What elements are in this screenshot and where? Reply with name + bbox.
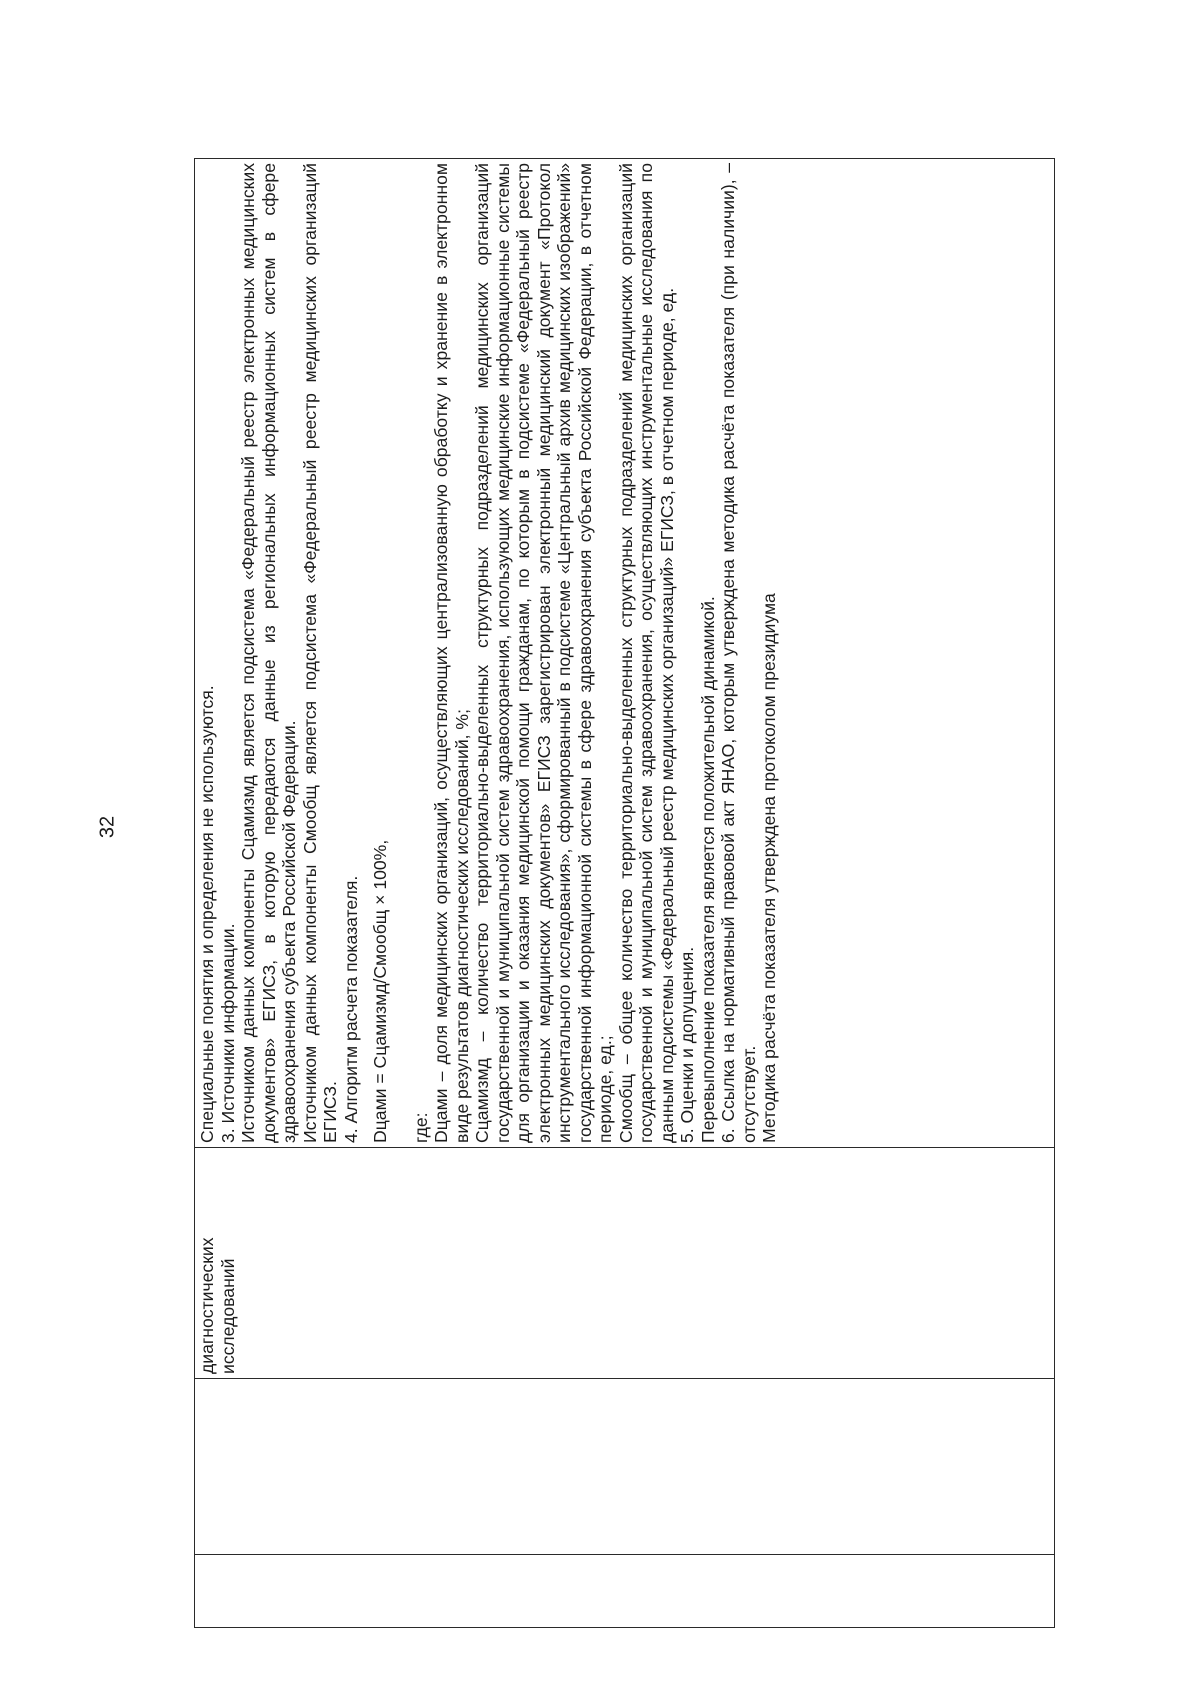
rotated-table-inner	[194, 158, 1055, 1628]
section-heading-assumptions: 5. Оценки и допущения.	[677, 946, 697, 1143]
variable-definition-d: Dцами – доля медицинских организаций, осуществляющих централизованную обработку и хранение в электронном виде результатов диагностических исследований, %;	[431, 163, 472, 1143]
indicator-table	[194, 158, 1055, 1628]
variable-definition-numerator: Сцамизмд – количество территориально-выделенных структурных подразделений медицинских организаций государственной и муниципальной систем здравоохранения, использующих медицинские информационные системы для организации и оказания медицинской помощи гражданам, по которым в подсистеме «Федеральный реестр электронных медицинских документов» ЕГИСЗ зарегистрирован электронный медицинский документ «Протокол инструментального исследования», сформированный в подсистеме «Центральный архив медицинских изображений» государственной информационной системы в сфере здравоохранения субъекта Российской Федерации, в отчетном периоде, ед.;	[472, 163, 615, 1143]
variable-definition-denominator: Смообщ – общее количество территориально-выделенных структурных подразделений медицинских организаций государственной и муниципальной систем здравоохранения, осуществляющих инструментальные исследования по данным подсистемы «Федеральный реестр медицинских организаций» ЕГИСЗ, в отчетном периоде, ед.	[615, 163, 677, 1143]
section-heading-algorithm: 4. Алгоритм расчета показателя.	[340, 875, 361, 1143]
section-heading-sources: 3. Источники информации.	[217, 923, 238, 1143]
table-cell-empty	[195, 1379, 1055, 1555]
table-cell-number	[195, 1555, 1055, 1628]
section-heading-legal-reference: 6. Ссылка на нормативный правовой акт ЯНАО, которым утверждена методика расчёта показателя (при наличии), – отсутствует.	[718, 163, 759, 1143]
definitions-text: Специальные понятия и определения не используются.	[197, 685, 217, 1143]
where-label: где:	[410, 1112, 431, 1143]
rotated-table-container	[194, 158, 1200, 1374]
criterion-label-cell	[195, 1148, 1055, 1379]
source-paragraph-2: Источником данных компоненты Смообщ является подсистема «Федеральный реестр медицинских организаций ЕГИСЗ.	[299, 163, 340, 1143]
methodology-approval-text: Методика расчёта показателя утверждена протоколом президиума	[759, 593, 779, 1143]
formula: Dцами = Сцамизмд/Смообщ × 100%,	[370, 839, 390, 1143]
source-paragraph-1: Источником данных компоненты Сцамизмд является подсистема «Федеральный реестр электронных медицинских документов» ЕГИСЗ, в которую передаются данные из региональных информационных систем в сфере здравоохранения субъекта Российской Федерации.	[238, 163, 299, 1143]
page-number: 32	[96, 815, 119, 839]
table-row	[195, 159, 1055, 1628]
criterion-label: диагностических исследований	[197, 1237, 238, 1374]
assumptions-text: Перевыполнение показателя является положительной динамикой.	[697, 596, 718, 1143]
methodology-cell	[195, 159, 1055, 1148]
